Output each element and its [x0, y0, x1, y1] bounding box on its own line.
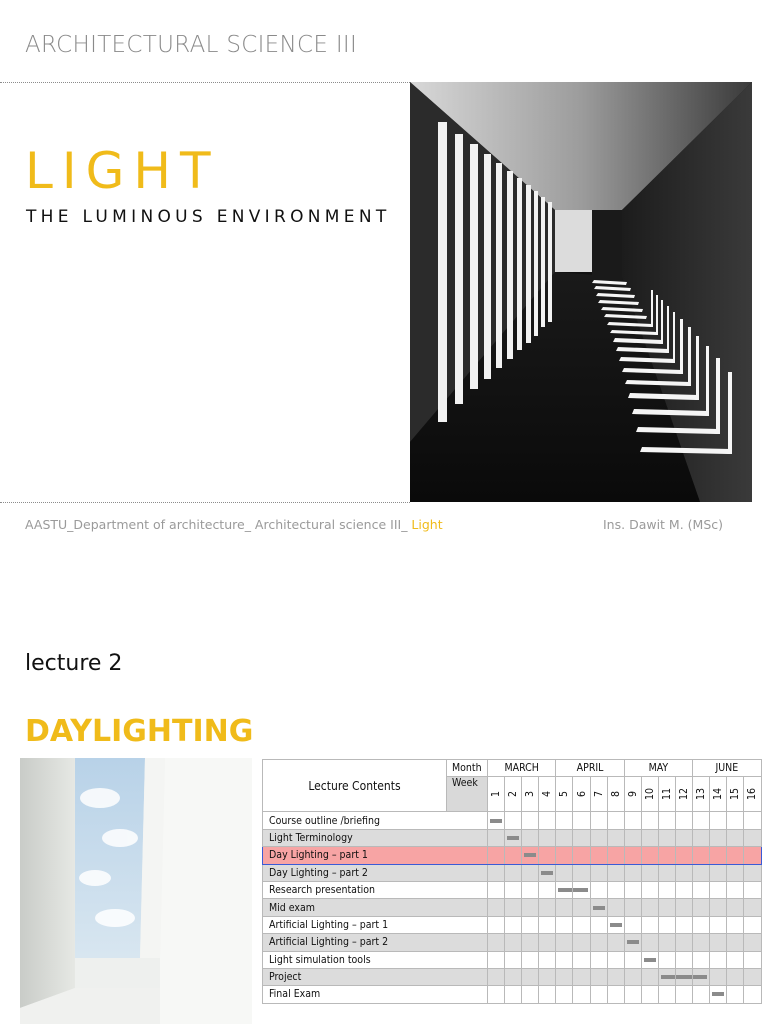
footer-instructor: Ins. Dawit M. (MSc) [603, 517, 724, 532]
week-cell [693, 864, 710, 881]
week-number: 11 [660, 788, 673, 801]
week-cell [727, 934, 744, 951]
schedule-table [262, 759, 762, 1004]
week-cell [505, 986, 522, 1003]
week-cell [658, 968, 675, 985]
week-cell [522, 934, 539, 951]
week-14 [710, 777, 727, 812]
week-cell [624, 968, 641, 985]
week-cell [710, 968, 727, 985]
divider-bottom [0, 502, 410, 503]
week-cell [710, 881, 727, 898]
table-row [263, 968, 762, 985]
lecture-schedule [262, 759, 762, 1004]
week-cell [624, 951, 641, 968]
week-cell [641, 847, 658, 864]
week-cell [488, 881, 505, 898]
week-cell [676, 829, 693, 846]
week-11 [658, 777, 675, 812]
week-cell [658, 847, 675, 864]
week-cell [505, 916, 522, 933]
week-cell [676, 934, 693, 951]
week-cell [607, 934, 624, 951]
week-cell [522, 829, 539, 846]
week-cell [624, 899, 641, 916]
week-cell [624, 934, 641, 951]
gantt-bar [610, 923, 622, 927]
lecture-topic: Final Exam [263, 986, 488, 1003]
week-cell [744, 847, 761, 864]
week-10 [641, 777, 658, 812]
table-row [263, 951, 762, 968]
week-cell [573, 968, 590, 985]
week-cell [556, 864, 573, 881]
week-cell [641, 968, 658, 985]
week-cell [710, 916, 727, 933]
week-number: 7 [592, 791, 605, 798]
week-cell [744, 899, 761, 916]
week-cell [607, 916, 624, 933]
week-cell [590, 847, 607, 864]
week-cell [573, 881, 590, 898]
divider-top [0, 82, 410, 83]
week-cell [624, 881, 641, 898]
week-cell [505, 968, 522, 985]
week-cell [573, 899, 590, 916]
week-cell [556, 916, 573, 933]
week-7 [590, 777, 607, 812]
footer-highlight: Light [411, 517, 443, 532]
lecture-topic: Day Lighting – part 1 [263, 847, 488, 864]
lecture-topic: Day Lighting – part 2 [263, 864, 488, 881]
lecture-topic: Artificial Lighting – part 2 [263, 934, 488, 951]
week-cell [744, 829, 761, 846]
week-cell [556, 951, 573, 968]
lecture-heading: DAYLIGHTING [25, 714, 254, 749]
lecture-topic: Course outline /briefing [263, 812, 488, 829]
week-cell [539, 951, 556, 968]
week-12 [676, 777, 693, 812]
footer-department-text: AASTU_Department of architecture_ Architectural science III_ [25, 517, 412, 532]
table-row [263, 934, 762, 951]
week-cell [727, 986, 744, 1003]
week-cell [727, 951, 744, 968]
week-5 [556, 777, 573, 812]
week-cell [573, 812, 590, 829]
week-number: 6 [575, 791, 588, 798]
week-number: 13 [695, 788, 708, 801]
week-cell [641, 812, 658, 829]
gantt-bar [676, 975, 692, 979]
week-cell [624, 812, 641, 829]
week-cell [693, 968, 710, 985]
week-cell [693, 812, 710, 829]
gantt-bar [541, 871, 553, 875]
week-cell [744, 864, 761, 881]
week-cell [539, 864, 556, 881]
week-cell [676, 986, 693, 1003]
cover-title: LIGHT [25, 142, 220, 200]
week-cell [522, 864, 539, 881]
table-row [263, 899, 762, 916]
week-cell [556, 968, 573, 985]
week-9 [624, 777, 641, 812]
week-cell [676, 916, 693, 933]
week-cell [505, 847, 522, 864]
week-cell [590, 899, 607, 916]
week-13 [693, 777, 710, 812]
week-cell [641, 899, 658, 916]
gantt-bar [693, 975, 707, 979]
week-cell [727, 881, 744, 898]
week-cell [676, 899, 693, 916]
week-cell [590, 934, 607, 951]
week-cell [693, 899, 710, 916]
week-cell [693, 916, 710, 933]
week-cell [744, 968, 761, 985]
week-cell [539, 968, 556, 985]
week-cell [727, 916, 744, 933]
corridor-light-photo [410, 82, 752, 502]
week-cell [573, 916, 590, 933]
week-15 [727, 777, 744, 812]
week-cell [744, 934, 761, 951]
month-label: Month [447, 760, 488, 777]
week-cell [505, 934, 522, 951]
gantt-bar [712, 992, 724, 996]
week-cell [522, 847, 539, 864]
table-row [263, 986, 762, 1003]
gantt-bar [593, 906, 605, 910]
week-cell [658, 986, 675, 1003]
week-cell [590, 881, 607, 898]
week-cell [573, 847, 590, 864]
week-cell [676, 864, 693, 881]
week-cell [676, 951, 693, 968]
week-cell [641, 881, 658, 898]
week-cell [488, 847, 505, 864]
gantt-bar [627, 940, 639, 944]
week-cell [658, 951, 675, 968]
lecture-contents-header: Lecture Contents [263, 760, 447, 812]
lecture-topic: Mid exam [263, 899, 488, 916]
gantt-bar [661, 975, 675, 979]
lecture-topic: Artificial Lighting – part 1 [263, 916, 488, 933]
week-cell [624, 847, 641, 864]
week-cell [727, 847, 744, 864]
week-cell [505, 899, 522, 916]
gantt-bar [507, 836, 519, 840]
week-number: 5 [558, 791, 571, 798]
week-cell [522, 986, 539, 1003]
week-cell [607, 864, 624, 881]
week-cell [658, 934, 675, 951]
week-cell [539, 986, 556, 1003]
week-number: 3 [524, 791, 537, 798]
week-number: 2 [507, 791, 520, 798]
gantt-bar [573, 888, 587, 892]
week-cell [744, 812, 761, 829]
week-cell [624, 864, 641, 881]
week-cell [727, 968, 744, 985]
week-cell [710, 986, 727, 1003]
week-cell [607, 951, 624, 968]
week-cell [727, 829, 744, 846]
lecture-topic: Project [263, 968, 488, 985]
week-1 [488, 777, 505, 812]
week-cell [488, 951, 505, 968]
table-row [263, 847, 762, 864]
week-cell [710, 847, 727, 864]
week-cell [522, 881, 539, 898]
week-cell [624, 916, 641, 933]
week-cell [693, 934, 710, 951]
week-cell [607, 986, 624, 1003]
week-cell [488, 899, 505, 916]
week-cell [744, 951, 761, 968]
week-label: Week [447, 777, 488, 812]
week-cell [488, 916, 505, 933]
footer-department [25, 517, 443, 532]
month-march: MARCH [488, 760, 556, 777]
week-cell [607, 899, 624, 916]
week-cell [607, 812, 624, 829]
week-cell [710, 864, 727, 881]
table-row [263, 881, 762, 898]
month-may: MAY [624, 760, 692, 777]
week-number: 1 [490, 791, 503, 798]
week-cell [556, 829, 573, 846]
week-cell [641, 986, 658, 1003]
week-cell [624, 829, 641, 846]
week-number: 14 [712, 788, 725, 801]
skylight-photo-drawing [20, 758, 252, 1024]
lecture-topic: Light simulation tools [263, 951, 488, 968]
week-cell [505, 812, 522, 829]
week-cell [607, 847, 624, 864]
course-title: ARCHITECTURAL SCIENCE III [25, 32, 358, 58]
week-cell [505, 829, 522, 846]
week-cell [539, 916, 556, 933]
week-cell [624, 986, 641, 1003]
week-cell [641, 916, 658, 933]
week-cell [641, 934, 658, 951]
week-number: 16 [746, 788, 759, 801]
week-cell [505, 951, 522, 968]
week-4 [539, 777, 556, 812]
week-cell [658, 916, 675, 933]
week-cell [658, 881, 675, 898]
week-2 [505, 777, 522, 812]
week-cell [539, 899, 556, 916]
week-cell [590, 812, 607, 829]
week-cell [710, 812, 727, 829]
week-number: 4 [541, 791, 554, 798]
gantt-bar [490, 819, 502, 823]
week-cell [658, 829, 675, 846]
week-cell [573, 829, 590, 846]
week-cell [522, 968, 539, 985]
week-cell [710, 829, 727, 846]
gantt-bar [524, 853, 536, 857]
week-cell [539, 934, 556, 951]
week-cell [727, 812, 744, 829]
week-cell [522, 951, 539, 968]
week-cell [710, 899, 727, 916]
week-cell [556, 812, 573, 829]
month-april: APRIL [556, 760, 624, 777]
week-number: 10 [643, 788, 656, 801]
week-cell [539, 881, 556, 898]
week-cell [488, 864, 505, 881]
week-cell [573, 934, 590, 951]
week-cell [556, 899, 573, 916]
week-cell [556, 881, 573, 898]
cover-subtitle: THE LUMINOUS ENVIRONMENT [26, 207, 391, 227]
week-cell [539, 829, 556, 846]
week-number: 8 [609, 791, 622, 798]
gantt-bar [644, 958, 656, 962]
week-cell [727, 864, 744, 881]
week-cell [641, 829, 658, 846]
skylight-photo [20, 758, 252, 1024]
week-cell [573, 951, 590, 968]
week-cell [590, 951, 607, 968]
week-cell [539, 847, 556, 864]
week-cell [522, 812, 539, 829]
week-8 [607, 777, 624, 812]
week-cell [590, 986, 607, 1003]
week-cell [488, 968, 505, 985]
week-cell [590, 968, 607, 985]
week-cell [590, 829, 607, 846]
week-cell [658, 899, 675, 916]
week-cell [522, 916, 539, 933]
corridor-photo-drawing [410, 82, 752, 502]
week-cell [488, 812, 505, 829]
week-cell [676, 968, 693, 985]
week-cell [607, 829, 624, 846]
week-cell [505, 864, 522, 881]
week-cell [658, 812, 675, 829]
week-number: 9 [626, 791, 639, 798]
week-cell [727, 899, 744, 916]
week-cell [556, 847, 573, 864]
week-3 [522, 777, 539, 812]
week-cell [488, 986, 505, 1003]
week-cell [693, 847, 710, 864]
month-june: JUNE [693, 760, 761, 777]
week-cell [505, 881, 522, 898]
schedule-header-months [263, 760, 762, 777]
week-cell [573, 864, 590, 881]
table-row [263, 812, 762, 829]
week-number: 15 [729, 788, 742, 801]
week-cell [556, 986, 573, 1003]
week-cell [676, 847, 693, 864]
week-cell [658, 864, 675, 881]
week-number: 12 [678, 788, 691, 801]
week-cell [641, 951, 658, 968]
table-row [263, 829, 762, 846]
week-cell [573, 986, 590, 1003]
week-cell [710, 934, 727, 951]
week-cell [744, 986, 761, 1003]
lecture-topic: Research presentation [263, 881, 488, 898]
week-cell [676, 881, 693, 898]
week-cell [710, 951, 727, 968]
week-16 [744, 777, 761, 812]
week-6 [573, 777, 590, 812]
week-cell [744, 881, 761, 898]
week-cell [556, 934, 573, 951]
lecture-label: lecture 2 [25, 651, 123, 676]
week-cell [693, 951, 710, 968]
lecture-topic: Light Terminology [263, 829, 488, 846]
week-cell [744, 916, 761, 933]
table-row [263, 916, 762, 933]
table-row [263, 864, 762, 881]
week-cell [607, 968, 624, 985]
week-cell [522, 899, 539, 916]
week-cell [607, 881, 624, 898]
week-cell [693, 829, 710, 846]
week-cell [488, 934, 505, 951]
week-cell [590, 864, 607, 881]
week-cell [539, 812, 556, 829]
week-cell [676, 812, 693, 829]
week-cell [693, 986, 710, 1003]
week-cell [641, 864, 658, 881]
gantt-bar [558, 888, 572, 892]
week-cell [590, 916, 607, 933]
week-cell [488, 829, 505, 846]
week-cell [693, 881, 710, 898]
